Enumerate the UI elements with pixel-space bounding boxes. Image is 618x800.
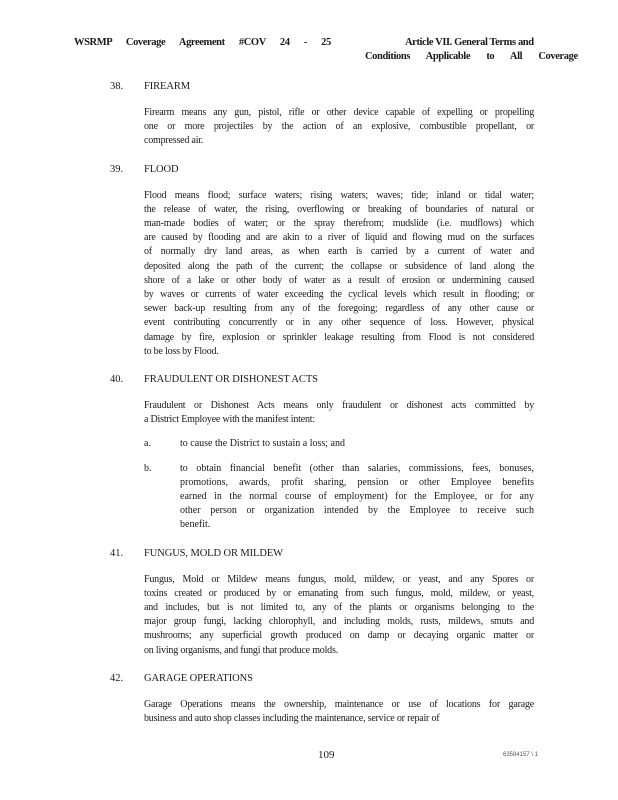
body-line: damage by fire, explosion or sprinkler leakage resulting from Flood is not considered — [144, 331, 534, 343]
section-number: 42. — [110, 672, 124, 684]
definition-section — [110, 547, 534, 658]
definition-section — [110, 672, 534, 726]
definitions-list — [110, 80, 534, 740]
section-title: FIREARM — [144, 81, 190, 92]
document-code: 63584157 \ 1 — [503, 752, 539, 758]
header-left: WSRMP Coverage Agreement #COV 24 - 25 — [74, 37, 331, 48]
section-heading — [110, 547, 534, 561]
section-heading — [110, 373, 534, 387]
section-body — [144, 698, 534, 726]
body-line: and includes, but is not limited to, any of the plants or organisms belonging to the — [144, 602, 534, 614]
sub-item-letter: b. — [144, 462, 152, 474]
body-line: business and auto shop classes including the maintenance, service or repair of — [144, 713, 440, 725]
header-right-line2: Conditions Applicable to All Coverage — [365, 51, 578, 62]
sub-item-line: earned in the normal course of employment) for the Employee, or for any — [180, 491, 534, 503]
section-number: 38. — [110, 81, 124, 92]
body-line: Fungus, Mold or Mildew means fungus, mold, mildew, or yeast, and any Spores or — [144, 573, 534, 585]
sub-item-line: to obtain financial benefit (other than salaries, commissions, fees, bonuses, — [180, 462, 534, 474]
sub-item-line: other person or organization intended by the Employee to receive such — [180, 505, 534, 517]
body-line: a District Employee with the manifest intent: — [144, 414, 315, 426]
section-body — [144, 189, 534, 359]
body-line: on living organisms, and fungi that produce molds. — [144, 644, 338, 656]
page-number: 109 — [318, 749, 335, 761]
body-line: man-made bodies of water; or the spray therefrom; mudslide (i.e. mudflows) which — [144, 218, 534, 230]
section-body — [144, 573, 534, 658]
section-title: FUNGUS, MOLD OR MILDEW — [144, 547, 283, 559]
sub-item-letter: a. — [144, 438, 151, 450]
section-body — [144, 399, 534, 427]
body-line: shore of a lake or other body of water as a result of erosion or undermining caused — [144, 274, 534, 286]
sub-item — [144, 462, 534, 533]
body-line: Fraudulent or Dishonest Acts means only fraudulent or dishonest acts committed by — [144, 400, 534, 412]
definition-section — [110, 163, 534, 359]
sub-item-text — [180, 462, 534, 533]
body-line: to be loss by Flood. — [144, 345, 219, 357]
body-line: major group fungi, lacking chlorophyll, and including molds, rusts, mildews, smuts and — [144, 616, 534, 628]
sub-item-line: promotions, awards, profit sharing, pension or other Employee benefits — [180, 476, 534, 488]
body-line: by waves or currents of water exceeding the cyclical levels which result in flooding; or — [144, 289, 534, 301]
section-body — [144, 106, 534, 149]
sub-item-line: benefit. — [180, 519, 211, 531]
section-heading — [110, 672, 534, 686]
body-line: toxins created or produced by or emanating from such fungus, mold, mildew, or yeast, — [144, 587, 534, 599]
section-number: 39. — [110, 163, 124, 175]
body-line: one or more projectiles by the action of an explosive, combustible propellant, or — [144, 121, 534, 133]
header-right-line1: Article VII. General Terms and — [405, 37, 534, 48]
sub-item-text — [180, 437, 534, 451]
body-line: are caused by flooding and are akin to a river of liquid and flowing mud on the surfaces — [144, 232, 534, 244]
section-heading — [110, 163, 534, 177]
section-title: GARAGE OPERATIONS — [144, 672, 253, 684]
body-line: deposited along the path of the current; the collapse or subsidence of land along the — [144, 260, 534, 272]
body-line: compressed air. — [144, 135, 204, 147]
body-line: Flood means flood; surface waters; rising waters; waves; tide; inland or tidal water; — [144, 189, 534, 201]
section-heading — [110, 80, 534, 94]
section-number: 40. — [110, 374, 124, 386]
body-line: the release of water, the rising, overflowing or breaking of boundaries of natural or — [144, 203, 534, 215]
body-line: Garage Operations means the ownership, maintenance or use of locations for garage — [144, 698, 534, 710]
definition-section — [110, 373, 534, 533]
sub-item-line: to cause the District to sustain a loss; and — [180, 438, 345, 450]
body-line: of normally dry land areas, as when earth is carried by a current of water and — [144, 246, 534, 258]
section-title: FRAUDULENT OR DISHONEST ACTS — [144, 374, 318, 386]
definition-section — [110, 80, 534, 149]
sub-item — [144, 437, 534, 451]
section-number: 41. — [110, 547, 124, 559]
body-line: event contributing concurrently or in any other sequence of loss. However, physical — [144, 317, 534, 329]
section-title: FLOOD — [144, 163, 179, 175]
body-line: sewer back-up resulting from any of the foregoing; regardless of any other cause or — [144, 303, 534, 315]
body-line: Firearm means any gun, pistol, rifle or other device capable of expelling or propelling — [144, 107, 534, 118]
body-line: mushrooms; any superficial growth produced on damp or decaying organic matter or — [144, 630, 534, 642]
